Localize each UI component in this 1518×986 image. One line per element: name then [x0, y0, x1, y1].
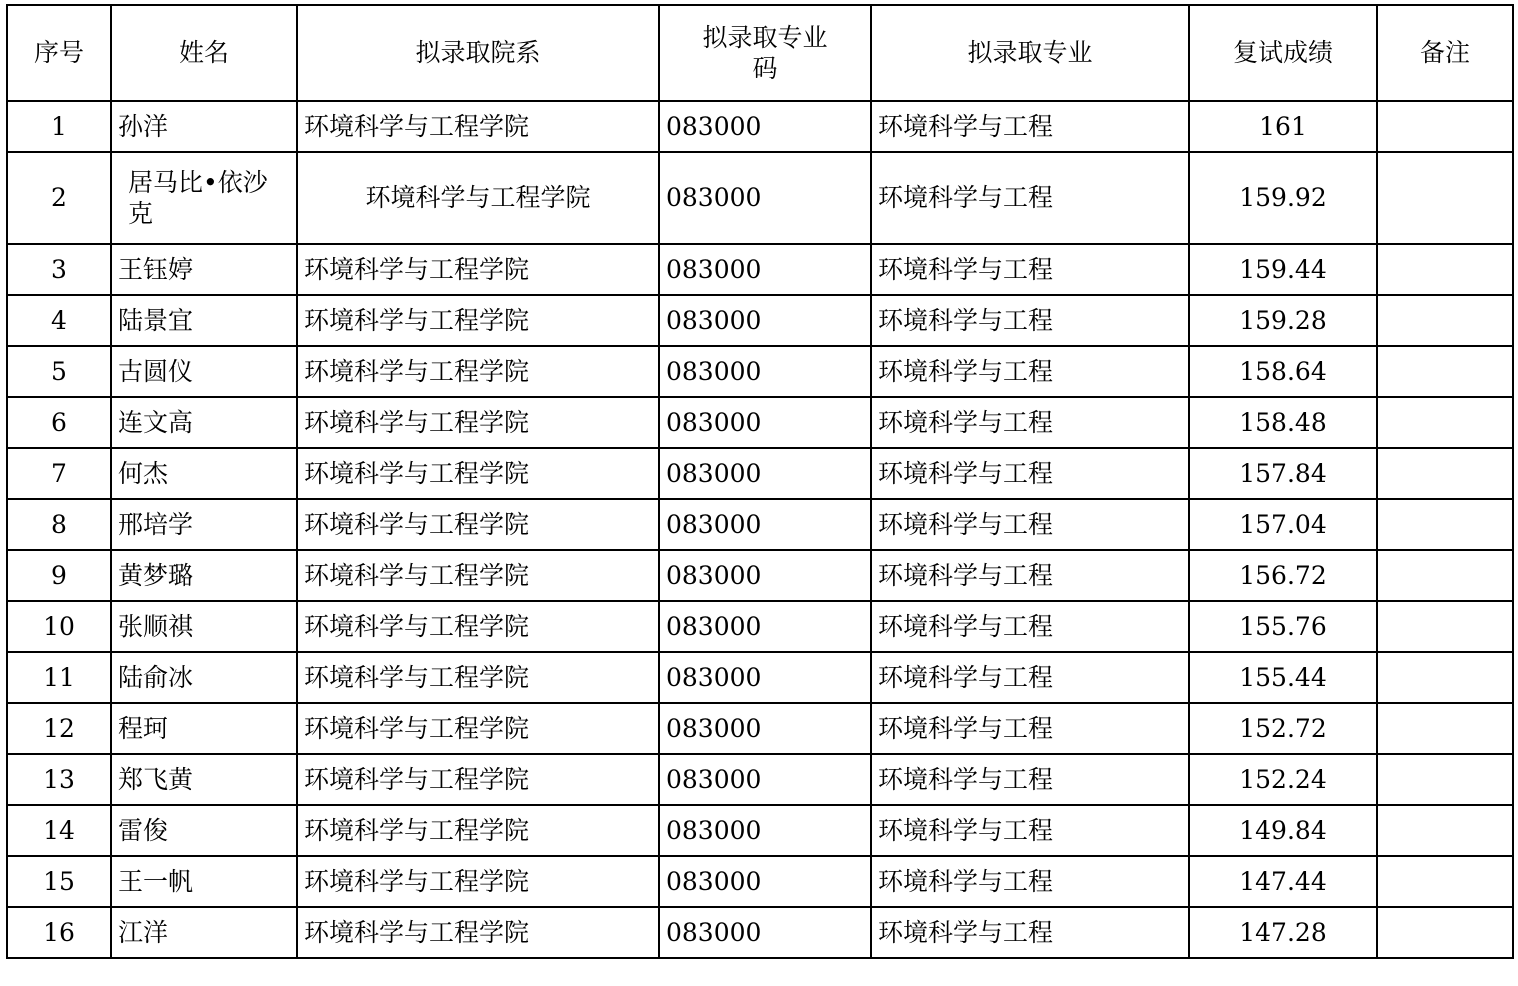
cell-major-code: 083000: [659, 346, 871, 397]
cell-score: 158.48: [1189, 397, 1377, 448]
cell-note: [1377, 856, 1513, 907]
cell-major: 环境科学与工程: [871, 346, 1189, 397]
cell-index: 7: [7, 448, 111, 499]
cell-note: [1377, 652, 1513, 703]
cell-major-code: 083000: [659, 652, 871, 703]
table-row: [7, 244, 1513, 295]
cell-major: 环境科学与工程: [871, 550, 1189, 601]
cell-major: 环境科学与工程: [871, 856, 1189, 907]
cell-name: 黄梦璐: [111, 550, 297, 601]
column-header-index: 序号: [7, 5, 111, 101]
cell-score: 152.24: [1189, 754, 1377, 805]
table-row: [7, 101, 1513, 152]
cell-major-code: 083000: [659, 448, 871, 499]
cell-college: 环境科学与工程学院: [297, 550, 659, 601]
cell-name: [111, 152, 297, 244]
cell-note: [1377, 397, 1513, 448]
cell-name: 邢培学: [111, 499, 297, 550]
cell-college: 环境科学与工程学院: [297, 703, 659, 754]
cell-note: [1377, 244, 1513, 295]
cell-score: 149.84: [1189, 805, 1377, 856]
cell-name: 何杰: [111, 448, 297, 499]
cell-major-code: 083000: [659, 499, 871, 550]
cell-college: 环境科学与工程学院: [297, 346, 659, 397]
cell-note: [1377, 550, 1513, 601]
cell-score: 155.44: [1189, 652, 1377, 703]
cell-index: 11: [7, 652, 111, 703]
column-header-major-code-line1: 拟录取专业: [702, 22, 828, 52]
cell-major: 环境科学与工程: [871, 805, 1189, 856]
table-row: [7, 805, 1513, 856]
cell-major-code: 083000: [659, 397, 871, 448]
cell-score: 157.04: [1189, 499, 1377, 550]
cell-index: 3: [7, 244, 111, 295]
cell-major: 环境科学与工程: [871, 152, 1189, 244]
cell-score: 159.92: [1189, 152, 1377, 244]
cell-index: 1: [7, 101, 111, 152]
table-row: [7, 652, 1513, 703]
cell-index: 15: [7, 856, 111, 907]
cell-index: 16: [7, 907, 111, 958]
cell-index: 8: [7, 499, 111, 550]
cell-note: [1377, 601, 1513, 652]
cell-name: 江洋: [111, 907, 297, 958]
table-row: [7, 907, 1513, 958]
column-header-major-code: [659, 5, 871, 101]
cell-note: [1377, 152, 1513, 244]
cell-score: 161: [1189, 101, 1377, 152]
cell-score: 159.44: [1189, 244, 1377, 295]
cell-note: [1377, 346, 1513, 397]
column-header-major-code-line2: 码: [752, 54, 778, 83]
cell-note: [1377, 754, 1513, 805]
cell-major: 环境科学与工程: [871, 448, 1189, 499]
table-header-row: [7, 5, 1513, 101]
cell-name: 陆景宜: [111, 295, 297, 346]
column-header-score: 复试成绩: [1189, 5, 1377, 101]
table-row: [7, 397, 1513, 448]
cell-college: 环境科学与工程学院: [297, 907, 659, 958]
cell-college: 环境科学与工程学院: [297, 601, 659, 652]
cell-major-code: 083000: [659, 805, 871, 856]
cell-note: [1377, 295, 1513, 346]
cell-college: 环境科学与工程学院: [297, 499, 659, 550]
cell-major: 环境科学与工程: [871, 244, 1189, 295]
cell-score: 147.44: [1189, 856, 1377, 907]
table-row: [7, 754, 1513, 805]
table-body: [7, 101, 1513, 958]
cell-major-code: 083000: [659, 856, 871, 907]
cell-score: 157.84: [1189, 448, 1377, 499]
cell-index: 14: [7, 805, 111, 856]
cell-major: 环境科学与工程: [871, 907, 1189, 958]
cell-note: [1377, 907, 1513, 958]
cell-note: [1377, 703, 1513, 754]
cell-major-code: 083000: [659, 601, 871, 652]
cell-major: 环境科学与工程: [871, 754, 1189, 805]
table-row: [7, 499, 1513, 550]
cell-name: 程珂: [111, 703, 297, 754]
cell-college: 环境科学与工程学院: [297, 101, 659, 152]
cell-college: 环境科学与工程学院: [297, 244, 659, 295]
cell-name: 王钰婷: [111, 244, 297, 295]
cell-college: 环境科学与工程学院: [297, 652, 659, 703]
cell-major-code: 083000: [659, 101, 871, 152]
cell-major-code: 083000: [659, 152, 871, 244]
cell-index: 9: [7, 550, 111, 601]
cell-index: 6: [7, 397, 111, 448]
cell-score: 155.76: [1189, 601, 1377, 652]
cell-name: 连文高: [111, 397, 297, 448]
column-header-major: 拟录取专业: [871, 5, 1189, 101]
cell-major-code: 083000: [659, 754, 871, 805]
cell-index: 13: [7, 754, 111, 805]
cell-name: 陆俞冰: [111, 652, 297, 703]
cell-college: 环境科学与工程学院: [297, 754, 659, 805]
table-header: [7, 5, 1513, 101]
cell-note: [1377, 499, 1513, 550]
cell-college: 环境科学与工程学院: [297, 856, 659, 907]
cell-college: 环境科学与工程学院: [297, 152, 659, 244]
cell-score: 156.72: [1189, 550, 1377, 601]
cell-major-code: 083000: [659, 550, 871, 601]
cell-college: 环境科学与工程学院: [297, 397, 659, 448]
cell-major-code: 083000: [659, 703, 871, 754]
column-header-note: 备注: [1377, 5, 1513, 101]
cell-name: 雷俊: [111, 805, 297, 856]
cell-score: 158.64: [1189, 346, 1377, 397]
table-row: [7, 152, 1513, 244]
cell-note: [1377, 448, 1513, 499]
cell-index: 12: [7, 703, 111, 754]
table-row: [7, 550, 1513, 601]
cell-name: 郑飞黄: [111, 754, 297, 805]
cell-major-code: 083000: [659, 295, 871, 346]
cell-index: 4: [7, 295, 111, 346]
column-header-college: 拟录取院系: [297, 5, 659, 101]
cell-major: 环境科学与工程: [871, 703, 1189, 754]
table-row: [7, 448, 1513, 499]
cell-major: 环境科学与工程: [871, 101, 1189, 152]
cell-name: 王一帆: [111, 856, 297, 907]
cell-college: 环境科学与工程学院: [297, 448, 659, 499]
cell-college: 环境科学与工程学院: [297, 805, 659, 856]
cell-name: 张顺祺: [111, 601, 297, 652]
cell-index: 5: [7, 346, 111, 397]
cell-name-text: 居马比•依沙克: [128, 167, 268, 228]
cell-major: 环境科学与工程: [871, 499, 1189, 550]
table-row: [7, 703, 1513, 754]
cell-major-code: 083000: [659, 907, 871, 958]
cell-name: 古圆仪: [111, 346, 297, 397]
cell-score: 159.28: [1189, 295, 1377, 346]
cell-major: 环境科学与工程: [871, 397, 1189, 448]
document-page: [0, 4, 1518, 986]
cell-name: 孙洋: [111, 101, 297, 152]
table-row: [7, 856, 1513, 907]
cell-index: 10: [7, 601, 111, 652]
cell-score: 152.72: [1189, 703, 1377, 754]
cell-note: [1377, 101, 1513, 152]
cell-index: 2: [7, 152, 111, 244]
admission-results-table: [6, 4, 1514, 959]
column-header-name: 姓名: [111, 5, 297, 101]
cell-major-code: 083000: [659, 244, 871, 295]
table-row: [7, 601, 1513, 652]
cell-note: [1377, 805, 1513, 856]
cell-major: 环境科学与工程: [871, 295, 1189, 346]
cell-major: 环境科学与工程: [871, 601, 1189, 652]
table-row: [7, 295, 1513, 346]
cell-major: 环境科学与工程: [871, 652, 1189, 703]
cell-score: 147.28: [1189, 907, 1377, 958]
cell-college: 环境科学与工程学院: [297, 295, 659, 346]
table-row: [7, 346, 1513, 397]
